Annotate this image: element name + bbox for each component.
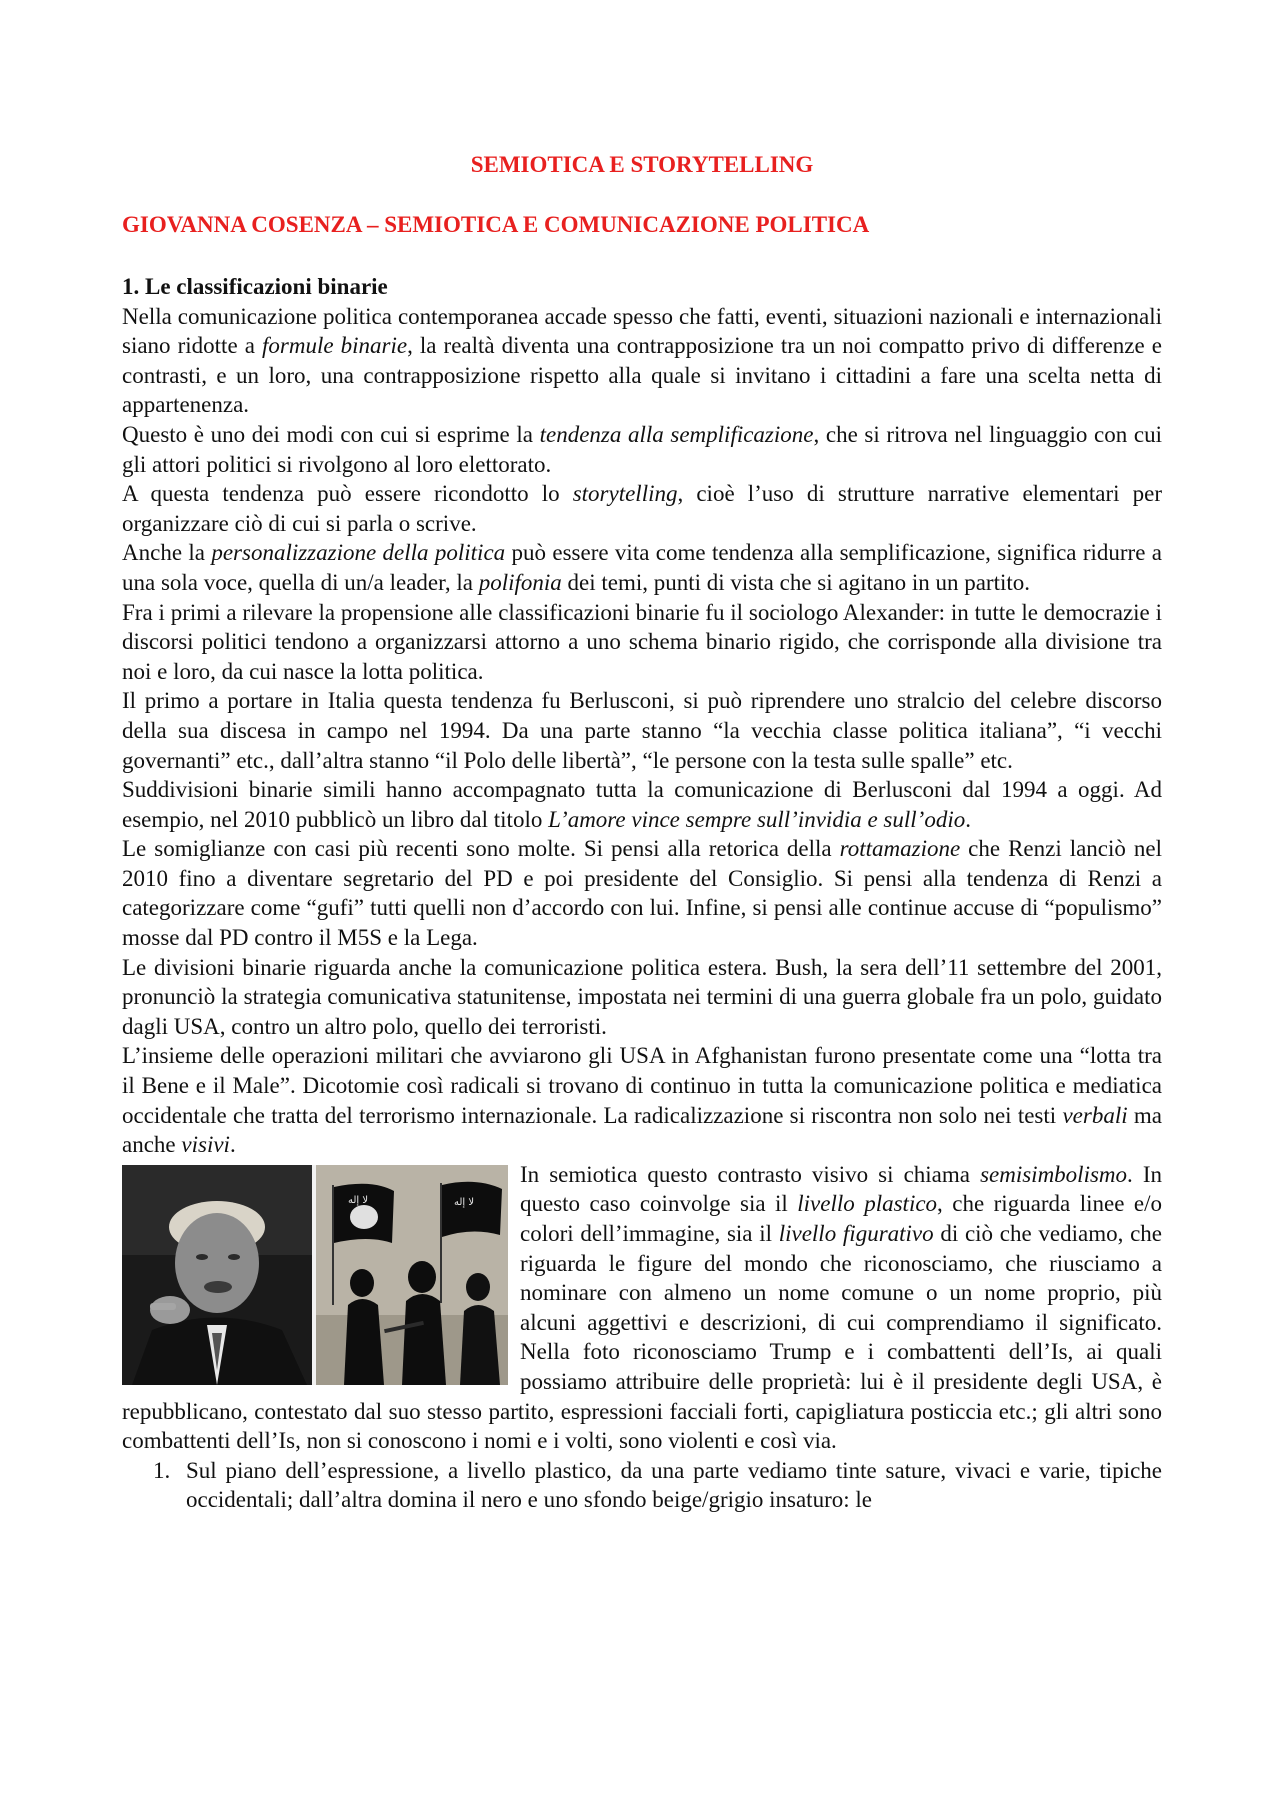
svg-text:لا إله: لا إله: [454, 1196, 475, 1208]
paragraph-6: Il primo a portare in Italia questa tendenza fu Berlusconi, si può riprendere uno stralcio del celebre discorso della sua discesa in campo nel 1994. Da una parte stanno “la vecchia classe politica italiana”, “i vecchi governanti” etc., dall’altra stanno “il Polo delle libertà”, “le persone con la testa sulle spalle” etc.: [122, 688, 1162, 773]
paragraph-11: In semiotica questo contrasto visivo si chiama semisimbolismo. In questo caso coinvolge sia il livello plastico, che riguarda linee e/o colori dell’immagine, sia il livello figurativo di ciò che vediamo, che riguarda le figure del mondo che riconosciamo, che riusciamo a nominare con almeno un nome comune o un nome proprio, più alcuni aggettivi e descrizioni, di cui comprendiamo il significato.: [520, 1161, 1162, 1335]
paragraph-3: A questa tendenza può essere ricondotto lo storytelling, cioè l’uso di strutture narrative elementari per organizzare ciò di cui si parla o scrive.: [122, 481, 1162, 536]
photo-illustration: [122, 1165, 508, 1385]
paragraph-4: Anche la personalizzazione della politica può essere vita come tendenza alla semplificazione, significa ridurre a una sola voce, quella di un/a leader, la polifonia dei temi, punti di vista che si agitano in un partito.: [122, 540, 1162, 595]
paragraph-7: Suddivisioni binarie simili hanno accompagnato tutta la comunicazione di Berlusconi dal 1994 a oggi. Ad esempio, nel 2010 pubblicò un libro dal titolo L’amore vince sempre sull’invidia e sull’odio.: [122, 777, 1162, 832]
list-item: 1. Sul piano dell’espressione, a livello plastico, da una parte vediamo tinte sature, vivaci e varie, tipiche occidentali; dall’altra domina il nero e uno sfondo beige/grigio insaturo: le: [176, 1456, 1162, 1515]
paragraph-1: Nella comunicazione politica contemporanea accade spesso che fatti, eventi, situazioni nazionali e internazionali siano ridotte a formule binarie, la realtà diventa una contrapposizione tra un noi compatto privo di differenze e contrasti, e un loro, una contrapposizione rispetto alla quale si invitano i cittadini a fare una scelta netta di appartenenza.: [122, 303, 1163, 418]
paragraph-2: Questo è uno dei modi con cui si esprime la tendenza alla semplificazione, che si ritrova nel linguaggio con cui gli attori politici si rivolgono al loro elettorato.: [122, 421, 1162, 477]
paragraph-10: L’insieme delle operazioni militari che avviarono gli USA in Afghanistan furono presentate come una “lotta tra il Bene e il Male”. Dicotomie così radicali si trovano di continuo in tutta la comunicazione politica e mediatica occidentale che tratta del terrorismo internazionale. La radicalizzazione si riscontra non solo nei testi verbali ma anche visivi.: [122, 1043, 1162, 1158]
document-title: SEMIOTICA E STORYTELLING: [470, 152, 814, 177]
trump-and-is-fighters-photo: [122, 1165, 508, 1385]
numbered-list: [122, 1456, 1162, 1515]
paragraph-12: Nella foto riconosciamo Trump e i combattenti dell’Is, ai quali possiamo attribuire delle proprietà: lui è il presidente degli USA, è repubblicano, contestato dal suo stesso partito, espressioni facciali forti, capigliatura posticcia etc.; gli altri sono combattenti dell’Is, non si conoscono i nomi e i volti, sono violenti e così via.: [122, 1339, 1162, 1454]
paragraph-5: Fra i primi a rilevare la propensione alle classificazioni binarie fu il sociologo Alexander: in tutte le democrazie i discorsi politici tendono a organizzarsi attorno a uno schema binario rigido, che corrisponde alla divisione tra noi e loro, da cui nasce la lotta politica.: [122, 599, 1162, 684]
paragraph-9: Le divisioni binarie riguarda anche la comunicazione politica estera. Bush, la sera dell’11 settembre del 2001, pronunciò la strategia comunicativa statunitense, impostata nei termini di una guerra globale fra un polo, guidato dagli USA, contro un altro polo, quello dei terroristi.: [122, 954, 1162, 1039]
paragraph-8: Le somiglianze con casi più recenti sono molte. Si pensi alla retorica della rottamazione che Renzi lanciò nel 2010 fino a diventare segretario del PD e poi presidente del Consiglio. Si pensi alla tendenza di Renzi a categorizzare come “gufi” tutti quelli non d’accordo con lui. Infine, si pensi alle continue accuse di “populismo” mosse dal PD contro il M5S e la Lega.: [122, 836, 1162, 951]
svg-text:لا إله: لا إله: [348, 1194, 369, 1206]
document-page: [122, 150, 1162, 1515]
document-subtitle: GIOVANNA COSENZA – SEMIOTICA E COMUNICAZIONE POLITICA: [122, 212, 870, 237]
section-heading: 1. Le classificazioni binarie: [122, 274, 388, 299]
